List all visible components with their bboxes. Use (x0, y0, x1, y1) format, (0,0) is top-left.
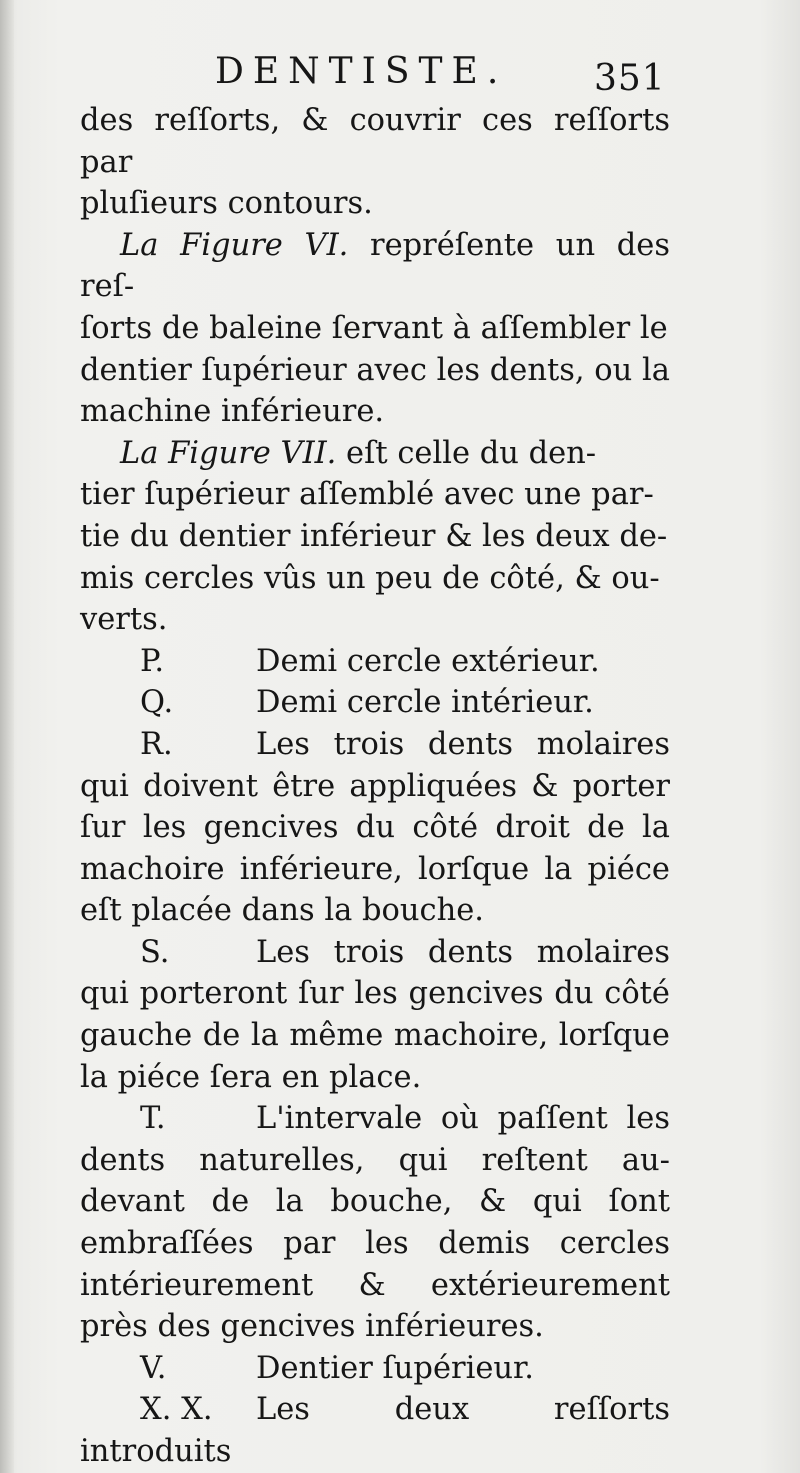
legend-key: S. (140, 934, 170, 970)
legend-key: Q. (140, 685, 174, 721)
text-line: mis cercles vûs un peu de côté, & ou- (80, 560, 660, 596)
legend-text: Dentier ſupérieur. (256, 1350, 534, 1386)
legend-key: T. (140, 1101, 166, 1137)
page-binding-shadow (0, 0, 14, 1473)
legend-entry-p (80, 641, 670, 683)
legend-key: V. (140, 1350, 167, 1386)
figure-reference: La Figure VI. (120, 227, 349, 263)
paragraph-figure-vi (80, 225, 670, 433)
figure-reference: La Figure VII. (120, 435, 337, 471)
text-line: dentier ſupérieur avec les dents, ou la (80, 352, 670, 388)
text-line: machine inférieure. (80, 394, 385, 430)
legend-text: Les trois dents molaires qui doivent être appliquées & porter ſur les gencives du côté droit de la machoire inférieure, lorſque la piéce eſt placée dans la bouche. (80, 726, 670, 929)
legend-text: L'intervale où paſſent les dents naturelles, qui reſtent au-devant de la bouche, & qui ſont embraſſées par les demis cercles intérieurement & extérieurement près des gencives inférieures. (80, 1101, 670, 1345)
legend-key: R. (140, 726, 173, 762)
legend-entry-t (80, 1098, 670, 1348)
legend-entry-v (80, 1348, 670, 1390)
text-line: eſt celle du den- (336, 435, 597, 471)
text-line: ſorts de baleine ſervant à aſſembler le (80, 310, 668, 346)
paragraph-continuation (80, 100, 670, 225)
legend-text: Demi cercle extérieur. (256, 643, 600, 679)
text-line: des reſſorts, & couvrir ces reſſorts par (80, 103, 670, 180)
running-title: DENTISTE. (215, 51, 508, 92)
legend-key: P. (140, 643, 165, 679)
legend-entry-xx (80, 1389, 670, 1472)
legend-entry-r (80, 724, 670, 932)
legend-entry-q (80, 682, 670, 724)
paragraph-figure-vii (80, 433, 670, 641)
text-line: tie du dentier inférieur & les deux de- (80, 518, 668, 554)
text-line: pluſieurs contours. (80, 186, 373, 222)
legend-text: Les deux reſſorts introduits (80, 1392, 670, 1469)
text-line: tier ſupérieur aſſemblé avec une par- (80, 477, 654, 513)
legend-text: Demi cercle intérieur. (256, 685, 594, 721)
text-line: repréſente un des reſ- (80, 227, 671, 305)
legend-text: Les trois dents molaires qui porteront ſur les gencives du côté gauche de la même machoire, lorſque la piéce ſera en place. (80, 934, 670, 1095)
legend-entry-s (80, 932, 670, 1098)
page-number: 351 (594, 58, 666, 99)
legend-key: X. X. (140, 1392, 213, 1428)
text-line: verts. (80, 602, 168, 638)
text-block (80, 100, 670, 1473)
